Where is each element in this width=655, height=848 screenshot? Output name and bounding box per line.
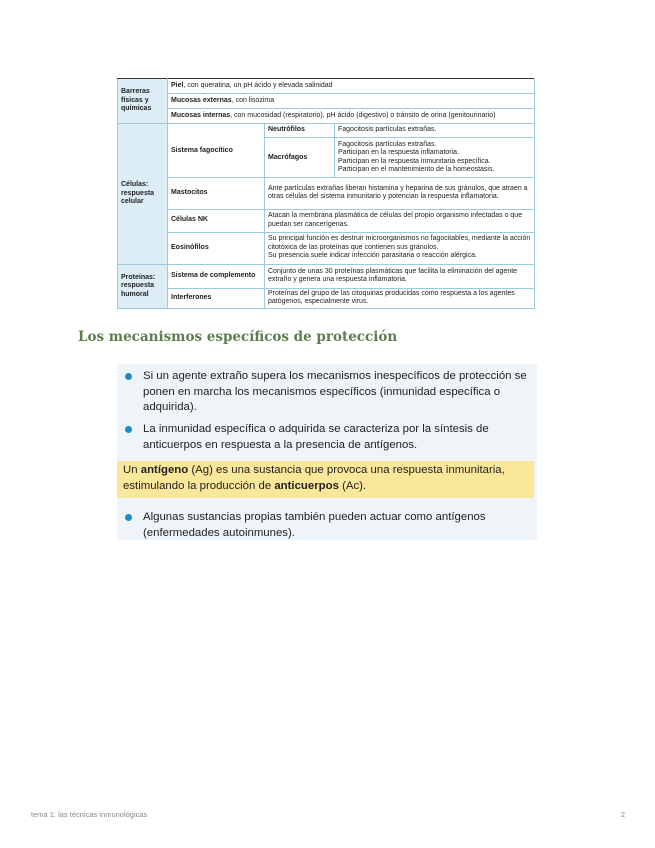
label-celulas-nk: Células NK [168, 209, 265, 232]
label-sistema-fagocitico: Sistema fagocítico [168, 124, 265, 178]
row-piel: Piel, con queratina, un pH ácido y elevada salinidad [168, 79, 535, 94]
label-macrofagos: Macrófagos [265, 138, 335, 178]
category-celulas: Células: respuesta celular [118, 124, 168, 265]
desc-sistema-complemento: Conjunto de unas 30 proteínas plasmáticas que facilita la eliminación del agente extraño y genera una respuesta inflamatoria. [265, 264, 535, 288]
list-item: Algunas sustancias propias también pueden actuar como antígenos (enfermedades autoinmunes). [125, 510, 537, 541]
bullet-icon [125, 514, 132, 521]
list-item: La inmunidad específica o adquirida se caracteriza por la síntesis de anticuerpos en respuesta a la presencia de antígenos. [125, 422, 537, 453]
footer-title: tema 1: las técnicas inmunológicas [31, 810, 148, 819]
label-mastocitos: Mastocitos [168, 178, 265, 209]
label-eosinofilos: Eosinófilos [168, 232, 265, 264]
category-proteinas: Proteínas: respuesta humoral [118, 264, 168, 308]
desc-celulas-nk: Atacan la membrana plasmática de células del propio organismo infectadas o que puedan ser cancerígenas. [265, 209, 535, 232]
row-mucosas-externas: Mucosas externas, con lisozima [168, 94, 535, 109]
page-number: 2 [620, 810, 625, 819]
label-neutrofilos: Neutrófilos [265, 124, 335, 138]
desc-mastocitos: Ante partículas extrañas liberan histamina y heparina de sus gránulos, que atraen a otras células del sistema inmunitario y potencian la respuesta inflamatoria. [265, 178, 535, 209]
specific-mechanisms-panel [117, 364, 537, 540]
desc-macrofagos: Fagocitosis partículas extrañas. Participan en la respuesta inflamatoria. Participan en la respuesta inmunitaria específica. Participan en el mantenimiento de la homeostasis. [335, 138, 535, 178]
defense-table [117, 78, 535, 309]
label-interferones: Interferones [168, 288, 265, 308]
desc-eosinofilos: Su principal función es destruir microorganismos no fagocitables, mediante la acción citotóxica de las proteínas que contienen sus gránulos. Su presencia suele indicar infección parasitaria o reacción alérgica. [265, 232, 535, 264]
label-sistema-complemento: Sistema de complemento [168, 264, 265, 288]
section-title: Los mecanismos específicos de protección [78, 329, 398, 345]
bullet-icon [125, 426, 132, 433]
bullet-icon [125, 373, 132, 380]
list-item: Si un agente extraño supera los mecanismos inespecíficos de protección se ponen en marcha los mecanismos específicos (inmunidad específica o adquirida). [125, 369, 537, 416]
desc-neutrofilos: Fagocitosis partículas extrañas. [335, 124, 535, 138]
row-mucosas-internas: Mucosas internas, con mucosidad (respiratorio), pH ácido (digestivo) o tránsito de orina (genitourinario) [168, 109, 535, 124]
antigen-definition: Un antígeno (Ag) es una sustancia que provoca una respuesta inmunitaria, estimulando la producción de anticuerpos (Ac). [117, 461, 534, 498]
category-barreras: Barreras físicas y químicas [118, 79, 168, 124]
desc-interferones: Proteínas del grupo de las citoquinas producidas como respuesta a los agentes patógenos, especialmente virus. [265, 288, 535, 308]
